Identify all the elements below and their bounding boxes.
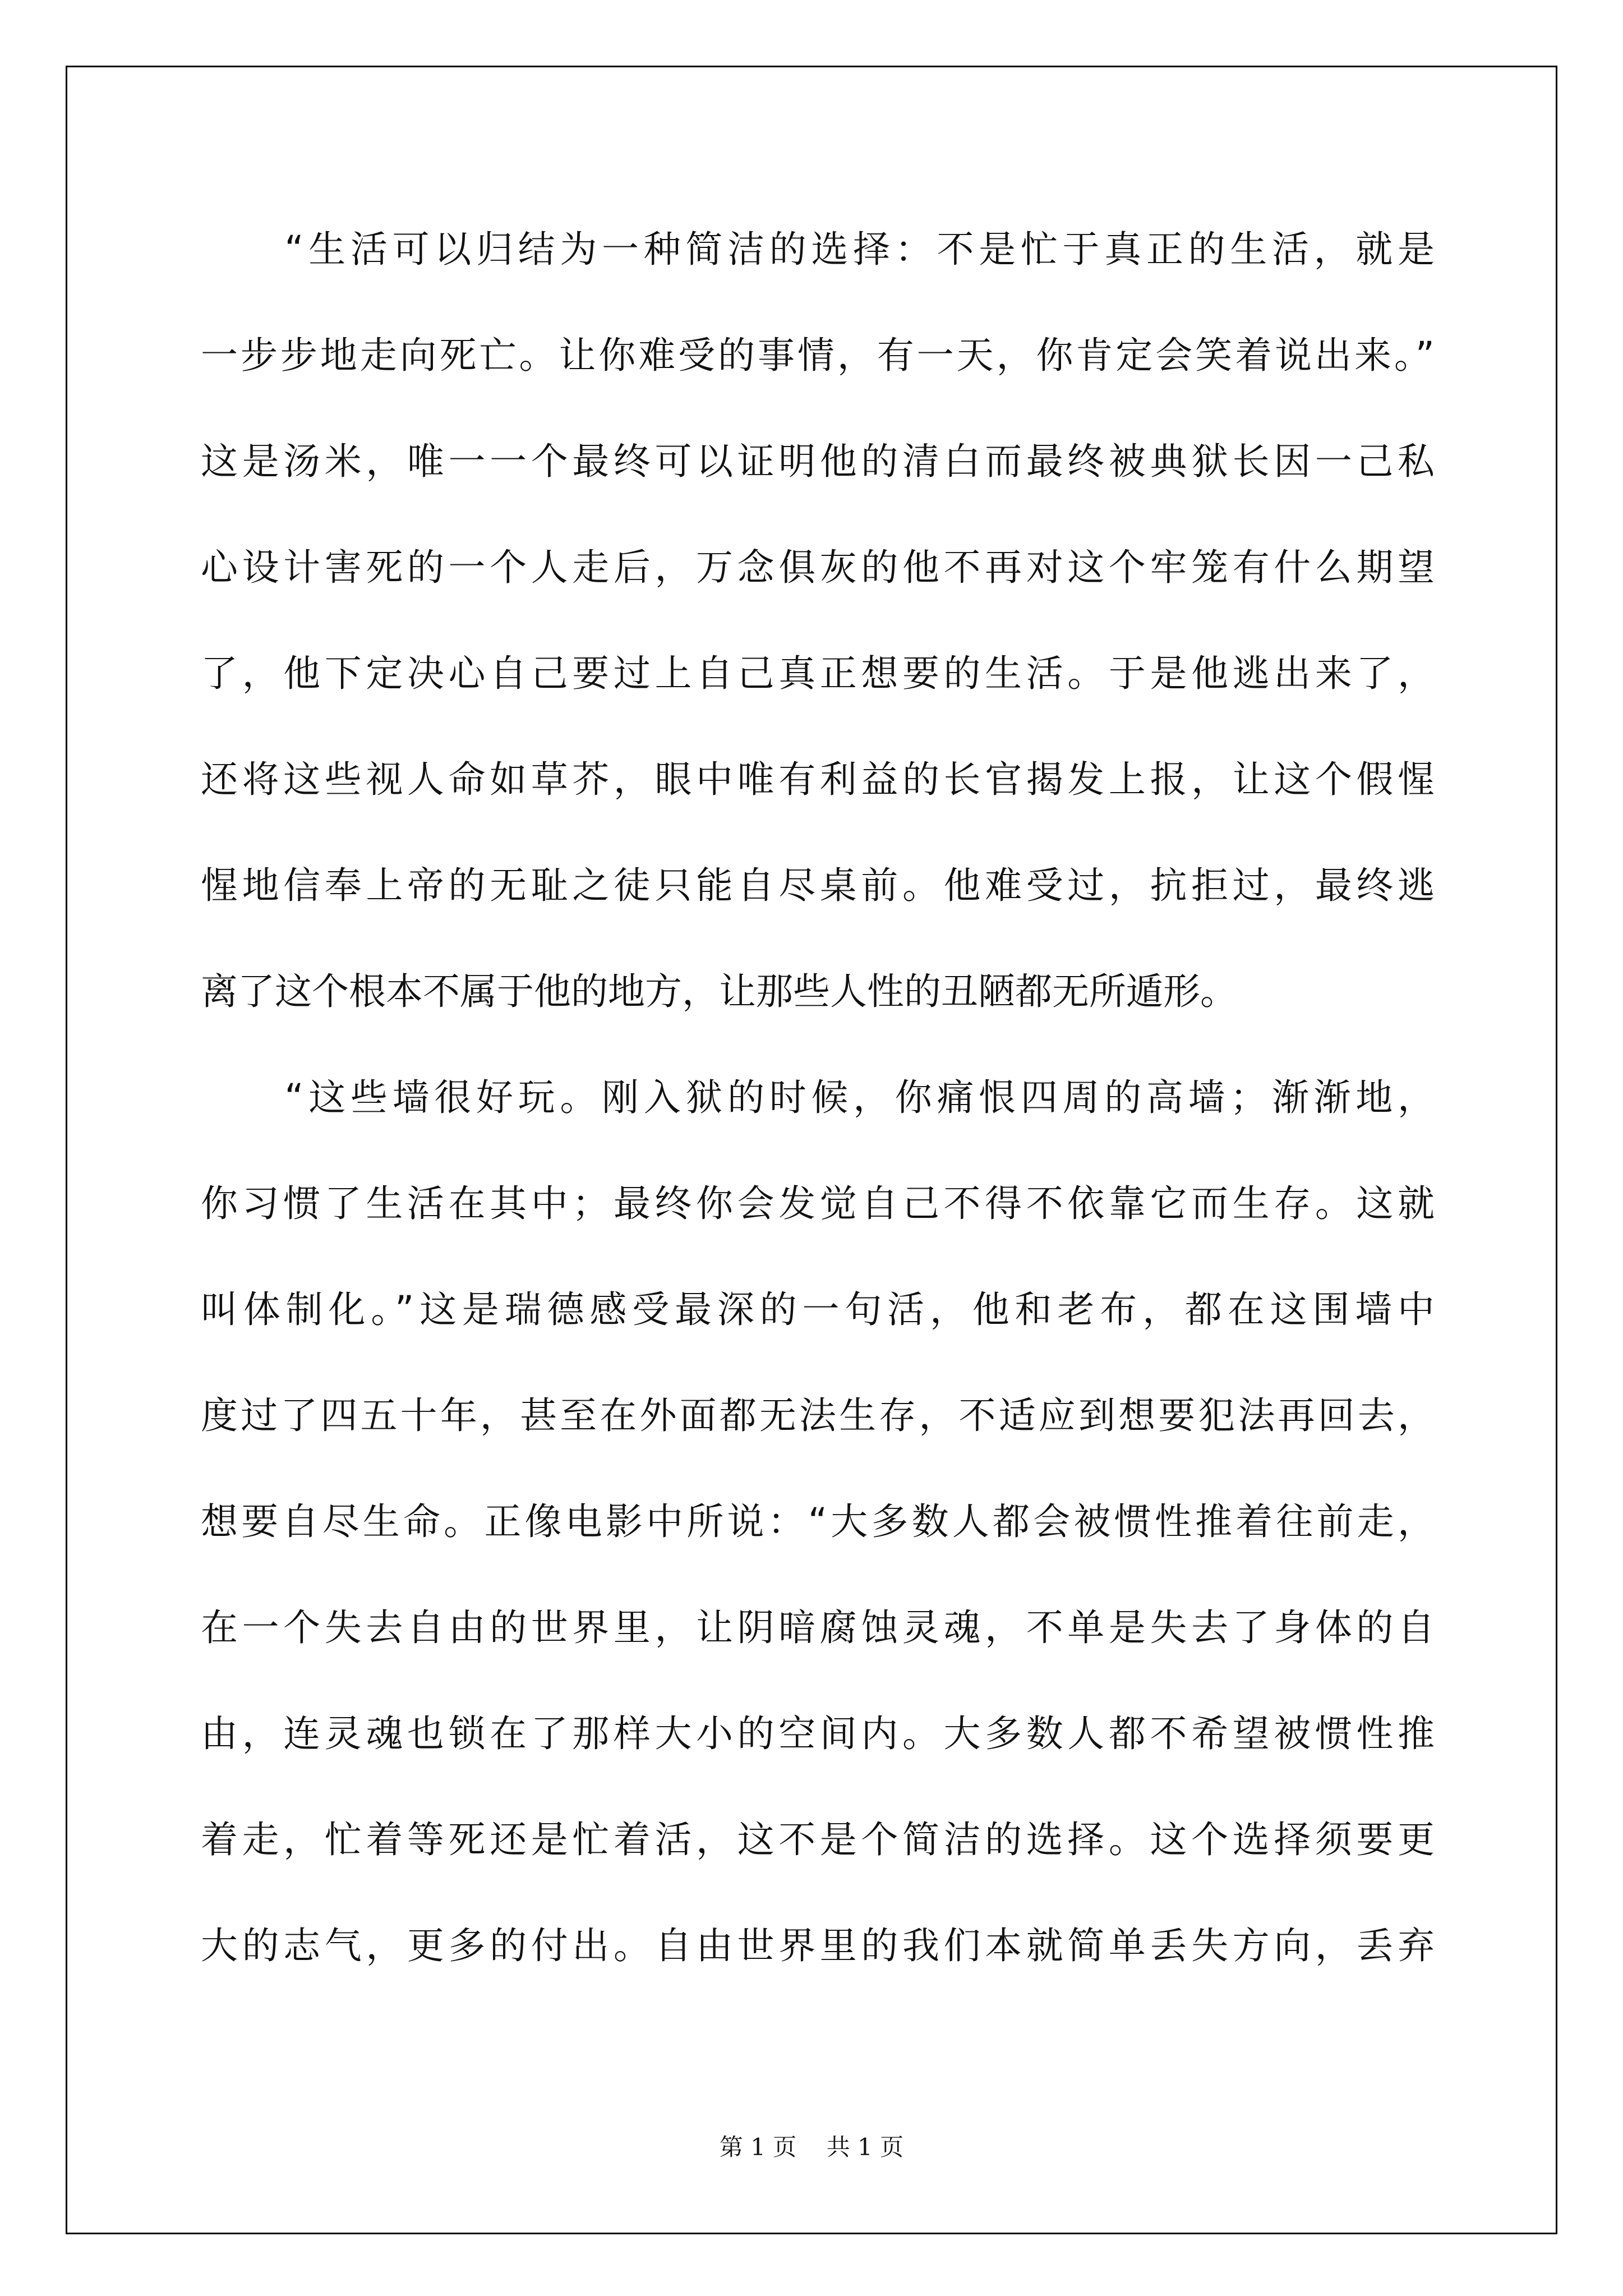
document-body — [201, 219, 1435, 2021]
text-line: 在一个失去自由的世界里，让阴暗腐蚀灵魂，不单是失去了身体的自 — [201, 1606, 1435, 1649]
text-line: 大的志气，更多的付出。自由世界里的我们本就简单丢失方向，丢弃 — [201, 1924, 1435, 1967]
text-line: 想要自尽生命。正像电影中所说：“大多数人都会被惯性推着往前走， — [201, 1500, 1435, 1543]
text-line: 叫体制化。”这是瑞德感受最深的一句活，他和老布，都在这围墙中 — [201, 1288, 1435, 1331]
text-line: 离了这个根本不属于他的地方，让那些人性的丑陋都无所遁形。 — [201, 970, 1237, 1013]
text-line: 这是汤米，唯一一个最终可以证明他的清白而最终被典狱长因一己私 — [201, 440, 1435, 483]
text-line: 心设计害死的一个人走后，万念俱灰的他不再对这个牢笼有什么期望 — [201, 546, 1435, 589]
text-line: 了，他下定决心自己要过上自己真正想要的生活。于是他逃出来了， — [201, 652, 1435, 695]
text-line: “生活可以归结为一种简洁的选择：不是忙于真正的生活，就是 — [201, 228, 1435, 271]
text-line: 由，连灵魂也锁在了那样大小的空间内。大多数人都不希望被惯性推 — [201, 1712, 1435, 1755]
paragraph-1 — [201, 219, 1435, 1067]
text-line: 惺地信奉上帝的无耻之徒只能自尽桌前。他难受过，抗拒过，最终逃 — [201, 864, 1435, 907]
text-line: 一步步地走向死亡。让你难受的事情，有一天，你肯定会笑着说出来。” — [201, 334, 1435, 377]
page-number-footer: 第 1 页 共 1 页 — [719, 2133, 904, 2161]
text-line: 度过了四五十年，甚至在外面都无法生存，不适应到想要犯法再回去， — [201, 1394, 1435, 1437]
text-line: 还将这些视人命如草芥，眼中唯有利益的长官揭发上报，让这个假惺 — [201, 758, 1435, 801]
text-line: 你习惯了生活在其中；最终你会发觉自己不得不依靠它而生存。这就 — [201, 1182, 1435, 1225]
text-line: 着走，忙着等死还是忙着活，这不是个简洁的选择。这个选择须要更 — [201, 1818, 1435, 1861]
paragraph-2 — [201, 1067, 1435, 2021]
text-line: “这些墙很好玩。刚入狱的时候，你痛恨四周的高墙；渐渐地， — [201, 1076, 1435, 1119]
